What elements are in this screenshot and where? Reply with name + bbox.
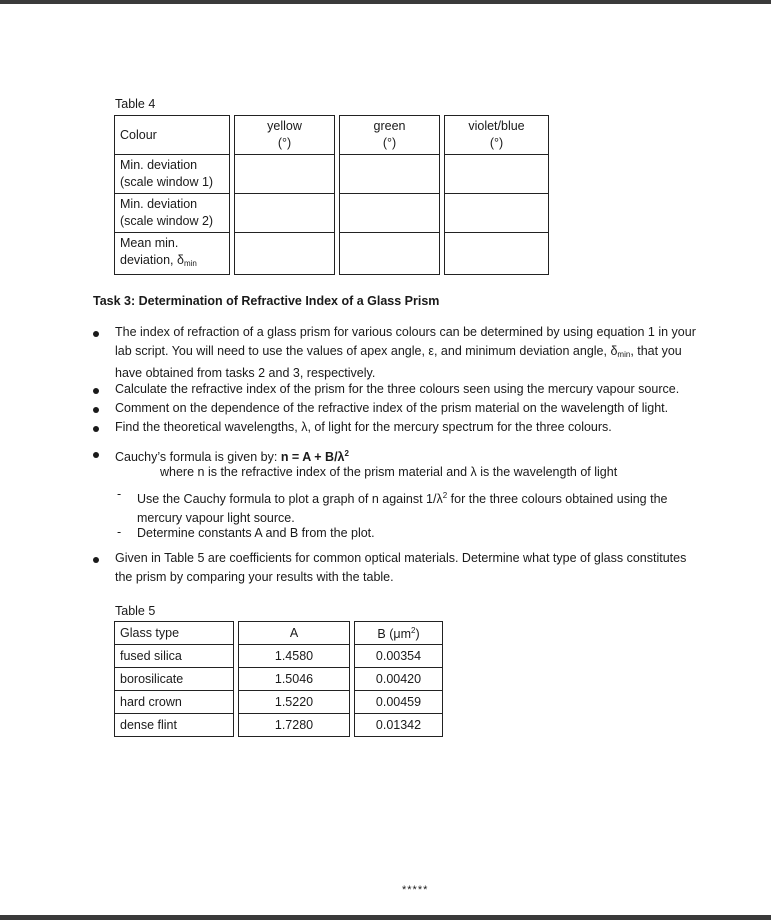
table4-col-violet-blue <box>445 116 549 155</box>
table5 <box>114 621 443 737</box>
dash-marker: - <box>117 525 122 539</box>
table5-caption: Table 5 <box>115 604 156 618</box>
table-row <box>115 668 443 691</box>
task3-heading: Task 3: Determination of Refractive Index of a Glass Prism <box>93 294 440 308</box>
bullet-icon <box>93 557 99 563</box>
table4-colour-header: Colour <box>115 116 230 155</box>
dash-marker: - <box>117 487 122 501</box>
table4-cell <box>340 233 440 275</box>
coef-b: 0.00420 <box>355 668 443 691</box>
coef-b: 0.01342 <box>355 714 443 737</box>
bottom-border <box>0 915 771 920</box>
glass-type: hard crown <box>115 691 234 714</box>
coef-a: 1.5046 <box>239 668 350 691</box>
dash2-text: Determine constants A and B from the plot. <box>137 526 375 540</box>
bullet-icon <box>93 388 99 394</box>
column-unit: (°) <box>382 136 397 150</box>
table5-header-b: B $(\mu m^2)$ <box>355 622 443 645</box>
bullet5-text: Cauchy’s formula is given by: $n = A + B/\lambda^2$ <box>115 449 349 464</box>
table4-cell <box>235 155 335 194</box>
bullet-icon <box>93 452 99 458</box>
table4-col-green <box>340 116 440 155</box>
table4-cell <box>445 233 549 275</box>
bullet-icon <box>93 407 99 413</box>
table-row <box>115 645 443 668</box>
column-name: yellow <box>267 119 302 133</box>
table4-cell <box>445 155 549 194</box>
bullet6-text: Given in Table 5 are coefficients for common optical materials. Determine what type of glass constitutes the prism by comparing your results with the table. <box>115 551 687 584</box>
coef-a: 1.4580 <box>239 645 350 668</box>
column-name: green <box>373 119 406 133</box>
table4-row-label <box>115 155 230 194</box>
bullet3-text: Comment on the dependence of the refractive index of the prism material on the wavelength of light. <box>115 401 669 415</box>
row-label-line: Min. deviation <box>120 158 198 172</box>
table4-caption: Table 4 <box>115 97 156 111</box>
top-border <box>0 0 771 4</box>
table5-header-glass: Glass type <box>115 622 234 645</box>
table4-cell <box>235 233 335 275</box>
column-name: violet/blue <box>468 119 525 133</box>
bullet-icon <box>93 426 99 432</box>
table-row <box>115 691 443 714</box>
footer-stars: ***** <box>402 884 429 896</box>
row-label-line: (scale window 1) <box>120 175 214 189</box>
column-unit: (°) <box>489 136 504 150</box>
bullet4-text: Find the theoretical wavelengths, λ, of light for the mercury spectrum for the three colours. <box>115 420 612 434</box>
coef-b: 0.00354 <box>355 645 443 668</box>
table4-cell <box>340 155 440 194</box>
table4-cell <box>340 194 440 233</box>
table4 <box>114 115 549 275</box>
table5-header-a: A <box>239 622 350 645</box>
table4-cell <box>235 194 335 233</box>
glass-type: borosilicate <box>115 668 234 691</box>
cauchy-formula: $n = A + B/\lambda^2$ <box>280 449 349 464</box>
table4-row-label <box>115 233 230 275</box>
glass-type: fused silica <box>115 645 234 668</box>
bullet1-text: The index of refraction of a glass prism for various colours can be determined by using equation 1 in your lab script. You will need to use the values of apex angle, ε, and minimum deviation angle, $\delta_{min}$, that you have obtained from tasks 2 and 3, respectively. <box>115 325 696 380</box>
row-label-line: (scale window 2) <box>120 214 214 228</box>
dash1-text: Use the Cauchy formula to plot a graph of n against $1/\lambda^2$ for the three colours obtained using the mercury vapour light source. <box>137 491 668 525</box>
coef-a: 1.5220 <box>239 691 350 714</box>
table4-row-label <box>115 194 230 233</box>
bullet-icon <box>93 331 99 337</box>
table4-col-yellow <box>235 116 335 155</box>
coef-a: 1.7280 <box>239 714 350 737</box>
glass-type: dense flint <box>115 714 234 737</box>
row-label-line: deviation, $\delta_{min}$ <box>120 253 197 268</box>
bullet2-text: Calculate the refractive index of the prism for the three colours seen using the mercury vapour source. <box>115 382 680 396</box>
column-unit: (°) <box>277 136 292 150</box>
table-row <box>115 714 443 737</box>
row-label-line: Min. deviation <box>120 197 198 211</box>
table-row <box>115 622 443 645</box>
table4-cell <box>445 194 549 233</box>
coef-b: 0.00459 <box>355 691 443 714</box>
row-label-line: Mean min. <box>120 236 179 250</box>
where-text: where n is the refractive index of the prism material and λ is the wavelength of light <box>160 465 618 479</box>
